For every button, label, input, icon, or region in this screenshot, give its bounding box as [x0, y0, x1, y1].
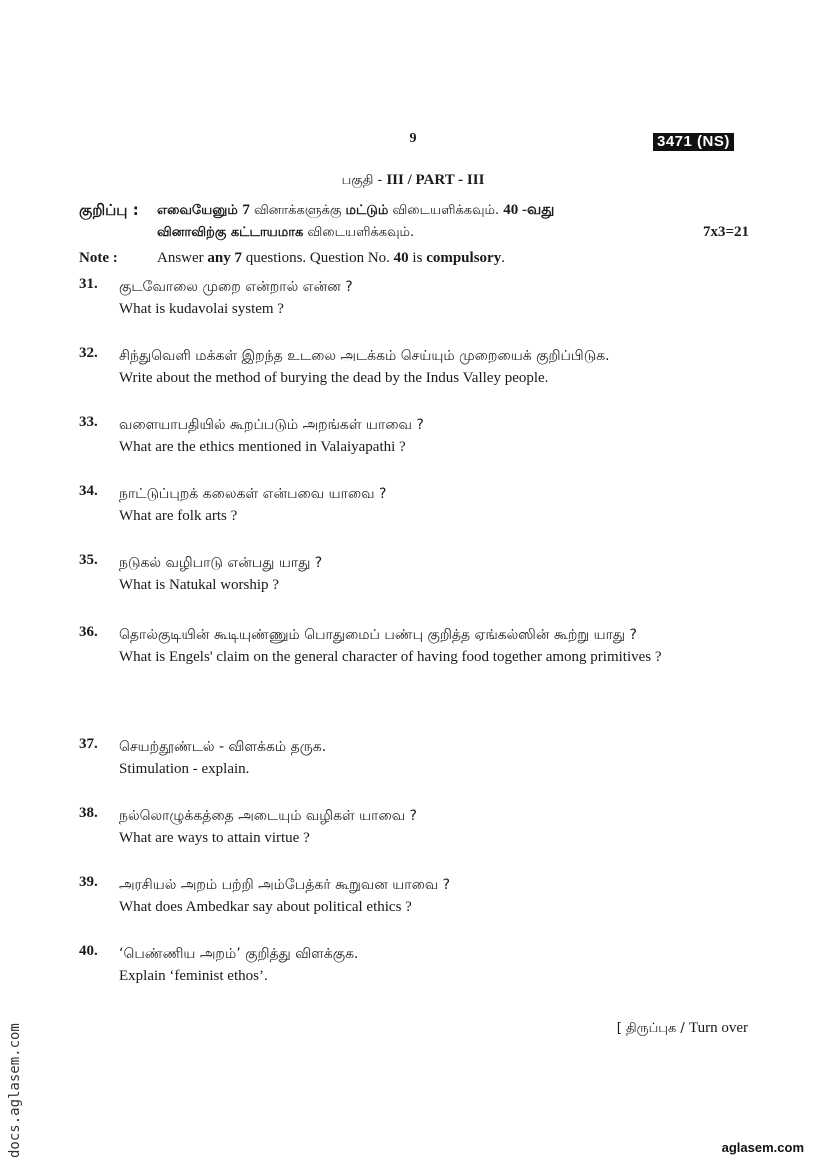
instruction-questions: வினாக்களுக்கு: [249, 203, 346, 218]
question-english: What are ways to attain virtue ?: [119, 830, 310, 846]
instruction-any: எவையேனும்: [157, 203, 243, 218]
question-english: Stimulation - explain.: [119, 761, 250, 777]
question-tamil: சிந்துவெளி மக்கள் இறந்த உடலை அடக்கம் செய்யும் முறையைக் குறிப்பிடுக.: [119, 348, 610, 364]
instruction-line-1: [157, 201, 749, 220]
question-tamil: செயற்தூண்டல் - விளக்கம் தருக.: [119, 739, 327, 755]
note-label: Note :: [79, 250, 118, 266]
paper-code-badge: 3471 (NS): [653, 133, 734, 151]
question-number: 33.: [79, 414, 98, 430]
part-heading-tamil: பகுதி -: [341, 173, 387, 188]
question-33: [79, 414, 711, 458]
note-compulsory: compulsory: [426, 250, 502, 266]
instruction-count: 7: [242, 202, 250, 218]
instruction-compulsory: வினாவிற்கு கட்டாயமாக: [157, 225, 304, 240]
question-english: What are the ethics mentioned in Valaiyapathi ?: [119, 439, 406, 455]
note-q40: 40: [393, 250, 409, 266]
instruction-answer-2: விடையளிக்கவும்.: [303, 225, 415, 240]
question-34: [79, 483, 711, 527]
question-38: [79, 805, 711, 849]
question-number: 35.: [79, 552, 98, 568]
note-part: questions. Question No.: [242, 250, 394, 266]
question-35: [79, 552, 711, 596]
question-number: 39.: [79, 874, 98, 890]
instruction-q40: 40 -வது: [503, 202, 555, 218]
instruction-only: மட்டும்: [345, 203, 389, 218]
note-any-7: any 7: [207, 250, 242, 266]
page-number: 9: [409, 131, 417, 146]
turn-over-note: [617, 1020, 748, 1037]
question-number: 37.: [79, 736, 98, 752]
question-tamil: அரசியல் அறம் பற்றி அம்பேத்கர் கூறுவன யாவை ?: [119, 877, 451, 893]
question-english: What is kudavolai system ?: [119, 301, 284, 317]
question-number: 38.: [79, 805, 98, 821]
question-tamil: தொல்குடியின் கூடியுண்ணும் பொதுமைப் பண்பு குறித்த ஏங்கல்ஸின் கூற்று யாது ?: [119, 627, 637, 643]
site-watermark: aglasem.com: [721, 1140, 804, 1155]
question-31: [79, 276, 711, 320]
question-english: What is Natukal worship ?: [119, 577, 279, 593]
part-heading-english: III / PART - III: [386, 172, 485, 188]
question-tamil: ‘பெண்ணிய அறம்’ குறித்து விளக்குக.: [119, 946, 359, 962]
question-number: 36.: [79, 624, 98, 640]
instruction-label: குறிப்பு :: [79, 201, 139, 219]
question-english: What does Ambedkar say about political ethics ?: [119, 899, 412, 915]
question-tamil: நடுகல் வழிபாடு என்பது யாது ?: [119, 555, 323, 571]
instruction-answer: விடையளிக்கவும்.: [388, 203, 504, 218]
instruction-line-2: [157, 224, 414, 241]
question-tamil: குடவோலை முறை என்றால் என்ன ?: [119, 279, 353, 295]
question-number: 40.: [79, 943, 98, 959]
question-tamil: நாட்டுப்புறக் கலைகள் என்பவை யாவை ?: [119, 486, 387, 502]
question-tamil: வளையாபதியில் கூறப்படும் அறங்கள் யாவை ?: [119, 417, 424, 433]
question-number: 32.: [79, 345, 98, 361]
question-english: What are folk arts ?: [119, 508, 238, 524]
note-part: is: [408, 250, 427, 266]
question-english: What is Engels' claim on the general character of having food together among primitives ?: [119, 649, 662, 665]
marks-allocation: 7x3=21: [702, 224, 749, 240]
turn-over-tamil: [ திருப்புக /: [616, 1021, 689, 1036]
note-part: .: [501, 250, 505, 266]
question-tamil: நல்லொழுக்கத்தை அடையும் வழிகள் யாவை ?: [119, 808, 417, 824]
note-text: [157, 250, 505, 267]
question-40: [79, 943, 711, 987]
side-watermark: docs.aglasem.com: [7, 1023, 23, 1158]
question-english: Explain ‘feminist ethos’.: [119, 968, 268, 984]
question-37: [79, 736, 711, 780]
question-32: [79, 345, 711, 389]
part-heading: [0, 172, 826, 189]
note-part: Answer: [157, 250, 208, 266]
question-39: [79, 874, 711, 918]
question-english: Write about the method of burying the dead by the Indus Valley people.: [119, 370, 549, 386]
question-number: 34.: [79, 483, 98, 499]
question-36: [79, 624, 711, 668]
question-number: 31.: [79, 276, 98, 292]
turn-over-english: Turn over: [688, 1020, 748, 1036]
